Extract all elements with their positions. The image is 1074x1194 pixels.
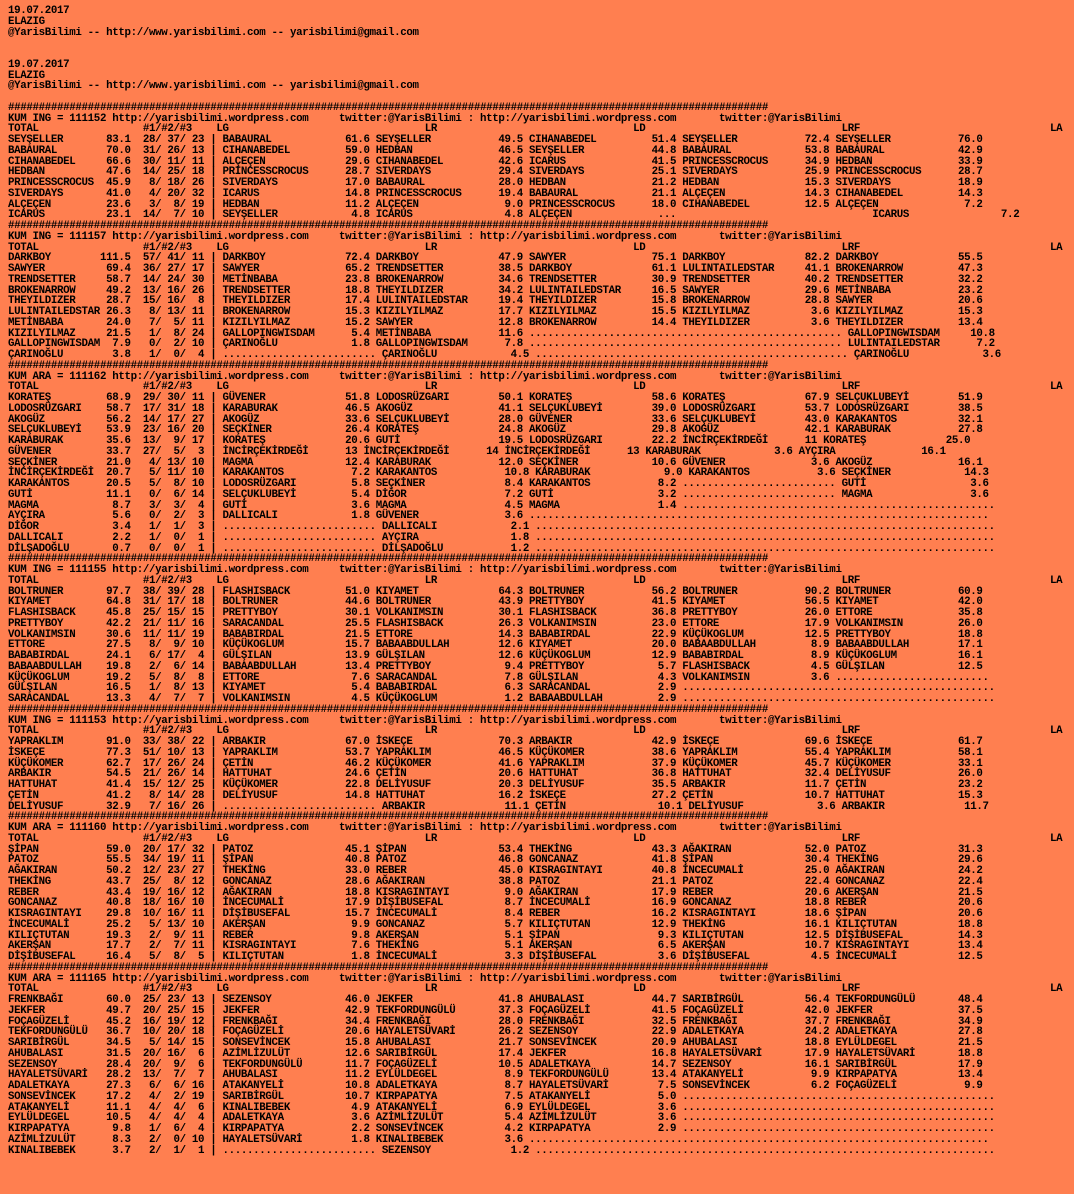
- table-row: LULINTAILEDSTAR 26.3 8/ 13/ 11 | BROKENARROW 15.3 KIZILYILMAZ 17.7 KIZILYILMAZ 15.5 KIZILYILMAZ 3.6 KIZILYILMAZ 15.3: [8, 306, 983, 318]
- table-row: ARBAKIR 54.5 21/ 26/ 14 | HATTUHAT 24.6 ÇETİN 20.6 HATTUHAT 36.8 HATTUHAT 32.4 DELİYUSUF 26.0: [8, 768, 983, 781]
- table-row: ÇETİN 41.2 8/ 14/ 28 | DELİYUSUF 14.8 HATTUHAT 16.2 İSKEÇE 27.2 ÇETİN 10.7 HATTUHAT 15.3: [8, 789, 983, 802]
- separator-line: ############################################################################################################################: [8, 703, 769, 716]
- table-row: GONCANAZ 40.8 18/ 16/ 10 | İNCECUMALİ 17.9 DİŞİBUSEFAL 8.7 İNCECUMALİ 16.9 GONCANAZ 18.8 REBER 20.6: [8, 897, 983, 910]
- header-line: @YarisBilimi -- http://www.yarisbilimi.com -- yarisbilimi@gmail.com: [8, 80, 419, 93]
- table-row: SARIBİRGÜL 34.5 5/ 14/ 15 | SONSEVİNCEK 15.8 AHUBALASI 21.7 SONSEVİNCEK 20.9 AHUBALASI 18.8 EYLÜLDEGEL 21.5: [8, 1037, 983, 1049]
- table-column-headers: TOTAL #1/#2/#3 LG LR LD LRF LA: [8, 983, 1063, 996]
- header-line: ELAZIG: [8, 15, 45, 28]
- table-row: ADALETKAYA 27.3 6/ 6/ 16 | ATAKANYELİ 10.8 ADALETKAYA 8.7 HAYALETSÜVARİ 7.5 SONSEVİNCEK 6.2 FOÇAGÜZELİ 9.9: [8, 1080, 983, 1092]
- table-row: İSKEÇE 77.3 51/ 10/ 13 | YAPRAKLIM 53.7 YAPRAKLIM 46.5 KÜÇÜKOMER 38.6 YAPRAKLIM 55.4 YAPRAKLIM 58.1: [8, 746, 983, 759]
- table-row: YAPRAKLIM 91.0 33/ 38/ 22 | ARBAKIR 67.0 İSKEÇE 70.3 ARBAKIR 42.9 İSKEÇE 69.6 İSKEÇE 61.7: [8, 736, 983, 748]
- table-row: DİŞİBUSEFAL 16.4 5/ 8/ 5 | KILIÇTUTAN 1.8 İNCECUMALİ 3.3 DİŞİBUSEFAL 3.6 DİŞİBUSEFAL 4.5 İNCECUMALİ 12.5: [8, 951, 983, 963]
- table-title: KUM ARA = 111160 http://yarisbilimi.wordpress.com twitter:@YarisBilimi : http://yarisbilimi.wordpress.com twitter:@YarisBilimi: [8, 822, 842, 834]
- separator-line: ############################################################################################################################: [8, 359, 769, 372]
- table-row: AĞAKIRAN 50.2 12/ 23/ 27 | THEKİNG 33.0 REBER 45.0 KISRAGINTAYI 40.8 İNCECUMALİ 25.0 AĞAKIRAN 24.2: [8, 865, 983, 877]
- table-row: SIVERDAYS 41.0 4/ 20/ 32 | ICARUS 14.8 PRINCESSCROCUS 19.4 BABAURAL 21.1 ALÇEÇEN 14.3 CIHANABEDEL 14.3: [8, 187, 983, 200]
- table-row: DARKBOY 111.5 57/ 41/ 11 | DARKBOY 72.4 DARKBOY 47.9 SAWYER 75.1 DARKBOY 82.2 DARKBOY 55.5: [8, 252, 983, 265]
- table-row: HAYALETSÜVARİ 28.2 13/ 7/ 7 | AHUBALASI 11.2 EYLÜLDEGEL 8.9 TEKFORDUNGÜLÜ 13.4 ATAKANYELİ 9.9 KIRPAPATYA 13.4: [8, 1069, 983, 1082]
- table-row: SAWYER 69.4 36/ 27/ 17 | SAWYER 65.2 TRENDSETTER 38.5 DARKBOY 61.1 LULINTAILEDSTAR 41.1 BROKENARROW 47.3: [8, 263, 983, 275]
- table-title: KUM ING = 111157 http://yarisbilimi.wordpress.com twitter:@YarisBilimi : http://yarisbilimi.wordpress.com twitter:@YarisBilimi: [8, 230, 842, 243]
- table-row: AHUBALASI 31.5 20/ 16/ 6 | AZİMLİZULÜT 12.6 SARIBİRGÜL 17.4 JEKFER 16.8 HAYALETSÜVARİ 17.9 HAYALETSÜVARİ 18.8: [8, 1047, 983, 1060]
- table-row: KISRAGINTAYI 29.8 10/ 16/ 11 | DİŞİBUSEFAL 15.7 İNCECUMALİ 8.4 REBER 16.2 KISRAGINTAYI 18.6 ŞİPAN 20.6: [8, 908, 983, 920]
- separator-line: ############################################################################################################################: [8, 101, 769, 114]
- table-column-headers: TOTAL #1/#2/#3 LG LR LD LRF LA: [8, 574, 1063, 587]
- table-row: ETTORE 27.5 8/ 9/ 10 | KÜÇÜKOGLUM 15.7 BABAABDULLAH 12.6 KIYAMET 20.0 BABAABDULLAH 8.9 BABAABDULLAH 17.1: [8, 639, 983, 652]
- table-row: AKERŞAN 17.7 2/ 7/ 11 | KISRAGINTAYI 7.6 THEKİNG 5.1 AKERŞAN 6.5 AKERŞAN 10.7 KISRAGINTAYI 13.4: [8, 940, 983, 953]
- table-row: KARAKANTOS 20.5 5/ 8/ 10 | LODOSRÜZGARI 5.8 SEÇKİNER 8.4 KARAKANTOS 8.2 ......................... GUTİ 3.6: [8, 478, 989, 490]
- table-column-headers: TOTAL #1/#2/#3 LG LR LD LRF LA: [8, 123, 1063, 136]
- table-row: LODOSRÜZGARI 58.7 17/ 31/ 18 | KARABURAK 46.5 AKOGÜZ 41.1 SELÇUKLUBEYİ 39.0 LODOSRÜZGARI 53.7 LODOSRÜZGARI 38.5: [8, 402, 983, 415]
- table-row: BOLTRUNER 97.7 38/ 39/ 28 | FLASHISBACK 51.0 KIYAMET 64.3 BOLTRUNER 56.2 BOLTRUNER 90.2 BOLTRUNER 60.9: [8, 585, 983, 598]
- table-row: THEKİNG 43.7 25/ 8/ 12 | GONCANAZ 28.6 AĞAKIRAN 38.8 PATOZ 21.1 PATOZ 22.4 GONCANAZ 22.4: [8, 875, 983, 888]
- table-row: VOLKANIMSIN 30.6 11/ 11/ 19 | BABABIRDAL 21.5 ETTORE 14.3 BABABIRDAL 22.9 KÜÇÜKOGLUM 12.5 PRETTYBOY 18.8: [8, 628, 983, 641]
- table-row: GÜVENER 33.7 27/ 5/ 3 | İNCİRÇEKİRDEĞİ 13 İNCİRÇEKİRDEĞİ 14 İNCİRÇEKİRDEĞİ 13 KARABURAK 3.6 AYÇIRA 16.1: [8, 445, 946, 458]
- table-row: PRINCESSCROCUS 45.9 8/ 18/ 26 | SIVERDAYS 17.0 BABAURAL 28.0 HEDBAN 21.2 HEDBAN 15.3 SIVERDAYS 18.9: [8, 177, 983, 189]
- table-row: PATOZ 55.5 34/ 19/ 11 | ŞİPAN 40.8 PATOZ 46.8 GONCANAZ 41.8 ŞİPAN 30.4 THEKİNG 29.6: [8, 854, 983, 867]
- table-row: HEDBAN 47.6 14/ 25/ 18 | PRINCESSCROCUS 28.7 SIVERDAYS 29.4 SIVERDAYS 25.1 SIVERDAYS 25.9 PRINCESSCROCUS 28.7: [8, 166, 983, 179]
- table-row: SARACANDAL 13.3 4/ 7/ 7 | VOLKANIMSIN 4.5 KÜÇÜKOGLUM 1.2 BABAABDULLAH 2.9 ...................................................: [8, 693, 995, 705]
- table-row: FOÇAGÜZELİ 45.2 16/ 19/ 12 | FRENKBAĞI 34.4 FRENKBAĞI 28.0 FRENKBAĞI 32.5 FRENKBAĞI 37.7 FRENKBAĞI 34.9: [8, 1015, 983, 1028]
- table-row: MAGMA 8.7 3/ 3/ 4 | GUTİ 3.6 MAGMA 4.5 MAGMA 1.4 ...................................................: [8, 499, 995, 512]
- header-line: 19.07.2017: [8, 5, 70, 17]
- header-line: ELAZIG: [8, 69, 45, 82]
- table-row: SONSEVİNCEK 17.2 4/ 2/ 19 | SARIBİRGÜL 10.7 KIRPAPATYA 7.5 ATAKANYELİ 5.0 ...................................................: [8, 1090, 995, 1103]
- table-row: FRENKBAĞI 60.0 25/ 23/ 13 | SEZENSOY 46.0 JEKFER 41.8 AHUBALASI 44.7 SARIBİRGÜL 56.4 TEKFORDUNGÜLÜ 48.4: [8, 994, 983, 1006]
- table-row: KIYAMET 64.8 31/ 17/ 18 | BOLTRUNER 44.6 BOLTRUNER 43.9 PRETTYBOY 41.5 KIYAMET 56.5 KIYAMET 42.0: [8, 596, 983, 609]
- table-row: HATTUHAT 41.4 15/ 12/ 25 | KÜÇÜKOMER 22.8 DELİYUSUF 20.3 DELİYUSUF 35.5 ARBAKIR 11.7 ÇETİN 23.2: [8, 779, 983, 791]
- table-row: KÜÇÜKOGLUM 19.2 5/ 8/ 8 | ETTORE 7.6 SARACANDAL 7.8 GÜLŞILAN 4.3 VOLKANIMSIN 3.6 .........................: [8, 671, 989, 684]
- table-row: PRETTYBOY 42.2 21/ 11/ 16 | SARACANDAL 25.5 FLASHISBACK 26.3 VOLKANIMSIN 23.0 ETTORE 17.9 VOLKANIMSIN 26.0: [8, 617, 983, 630]
- header-line: [8, 49, 1074, 60]
- table-row: KILIÇTUTAN 19.3 2/ 9/ 11 | REBER 9.8 AKERŞAN 5.1 ŞİPAN 9.3 KILIÇTUTAN 12.5 DİŞİBUSEFAL 14.3: [8, 929, 983, 942]
- table-row: GALLOPINGWISDAM 7.9 0/ 2/ 10 | ÇARINOĞLU 1.8 GALLOPINGWISDAM 7.8 ................................................... LULINTAILEDSTAR 7.2: [8, 338, 995, 351]
- table-row: JEKFER 49.7 20/ 25/ 15 | JEKFER 42.9 TEKFORDUNGÜLÜ 37.3 FOÇAGÜZELİ 41.5 FOÇAGÜZELİ 42.0 JEKFER 37.5: [8, 1004, 983, 1017]
- table-title: KUM ING = 111153 http://yarisbilimi.wordpress.com twitter:@YarisBilimi : http://yarisbilimi.wordpress.com twitter:@YarisBilimi: [8, 714, 842, 727]
- table-row: BABAABDULLAH 19.8 2/ 6/ 14 | BABAABDULLAH 13.4 PRETTYBOY 9.4 PRETTYBOY 5.7 FLASHISBACK 4.5 GÜLŞILAN 12.5: [8, 660, 983, 673]
- table-row: SELÇUKLUBEYİ 53.9 23/ 16/ 20 | SEÇKİNER 26.4 KORATEŞ 24.8 AKOGÜZ 29.8 AKOGÜZ 42.1 KARABURAK 27.8: [8, 424, 983, 437]
- table-row: KIZILYILMAZ 21.5 1/ 8/ 24 | GALLOPINGWISDAM 5.4 METİNBABA 11.6 ................................................... GALLOPINGWISDAM 10.8: [8, 327, 995, 340]
- table-row: İNCİRÇEKİRDEĞİ 20.7 5/ 11/ 10 | KARAKANTOS 7.2 KARAKANTOS 10.8 KARABURAK 9.0 KARAKANTOS 3.6 SEÇKİNER 14.3: [8, 467, 989, 480]
- table-row: SEÇKİNER 21.0 4/ 13/ 10 | MAGMA 12.4 KARABURAK 12.0 SEÇKİNER 10.6 GÜVENER 3.6 AKOGÜZ 16.1: [8, 456, 983, 469]
- header-line: [8, 38, 1074, 49]
- table-row: ALÇEÇEN 23.6 3/ 8/ 19 | HEDBAN 11.2 ALÇEÇEN 9.0 PRINCESSCROCUS 18.0 CIHANABEDEL 12.5 ALÇEÇEN 7.2: [8, 198, 983, 211]
- table-row: AZİMLİZULÜT 8.3 2/ 0/ 10 | HAYALETSÜVARİ 1.8 KINALIBEBEK 3.6 ...........................................................................: [8, 1133, 989, 1146]
- table-row: TEKFORDUNGÜLÜ 36.7 10/ 20/ 18 | FOÇAGÜZELİ 20.6 HAYALETSÜVARİ 26.2 SEZENSOY 22.9 ADALETKAYA 24.2 ADALETKAYA 27.8: [8, 1026, 983, 1039]
- table-row: METİNBABA 24.0 7/ 5/ 11 | KIZILYILMAZ 15.2 SAWYER 12.8 BROKENARROW 14.4 THEYILDIZER 3.6 THEYILDIZER 13.4: [8, 316, 983, 329]
- table-row: KÜÇÜKOMER 62.7 17/ 26/ 24 | ÇETİN 46.2 KÜÇÜKOMER 41.6 YAPRAKLIM 37.9 KÜÇÜKOMER 45.7 KÜÇÜKOMER 33.1: [8, 757, 983, 770]
- table-row: AYÇIRA 5.6 0/ 2/ 3 | DALLICALI 1.8 GÜVENER 3.6 ...........................................................................: [8, 510, 989, 523]
- table-row: KINALIBEBEK 3.7 2/ 1/ 1 | ......................... SEZENSOY 1.2 ...........................................................................: [8, 1144, 995, 1157]
- table-row: SEYŞELLER 83.1 28/ 37/ 23 | BABAURAL 61.6 SEYŞELLER 49.5 CIHANABEDEL 51.4 SEYŞELLER 72.4 SEYŞELLER 76.0: [8, 134, 983, 146]
- table-row: KORATEŞ 68.9 29/ 30/ 11 | GÜVENER 51.8 LODOSRÜZGARI 50.1 KORATEŞ 58.6 KORATEŞ 67.9 SELÇUKLUBEYİ 51.9: [8, 392, 983, 404]
- table-row: EYLÜLDEGEL 10.5 4/ 4/ 4 | ADALETKAYA 3.6 AZİMLİZULÜT 5.4 AZİMLİZULÜT 3.6 ...................................................: [8, 1112, 995, 1125]
- table-row: TRENDSETTER 58.7 14/ 24/ 30 | METİNBABA 23.8 BROKENARROW 34.6 TRENDSETTER 30.9 TRENDSETTER 40.2 TRENDSETTER 32.2: [8, 273, 983, 286]
- table-column-headers: TOTAL #1/#2/#3 LG LR LD LRF LA: [8, 241, 1063, 254]
- table-row: THEYILDIZER 28.7 15/ 16/ 8 | THEYILDIZER 17.4 LULINTAILEDSTAR 19.4 THEYILDIZER 15.8 BROKENARROW 28.8 SAWYER 20.6: [8, 295, 983, 308]
- table-row: BABAURAL 70.0 31/ 26/ 13 | CIHANABEDEL 59.0 HEDBAN 46.5 SEYŞELLER 44.8 BABAURAL 53.8 BABAURAL 42.9: [8, 144, 983, 157]
- table-row: ŞİPAN 59.0 20/ 17/ 32 | PATOZ 45.1 ŞİPAN 53.4 THEKİNG 43.3 AĞAKIRAN 52.0 PATOZ 31.3: [8, 843, 983, 856]
- table-row: KIRPAPATYA 9.8 1/ 6/ 4 | KIRPAPATYA 2.2 SONSEVİNCEK 4.2 KIRPAPATYA 2.9 ...................................................: [8, 1123, 995, 1135]
- table-row: ICARUS 23.1 14/ 7/ 10 | SEYŞELLER 4.8 ICARUS 4.8 ALÇEÇEN ... ICARUS 7.2: [8, 209, 1020, 222]
- table-row: SEZENSOY 28.4 20/ 9/ 6 | TEKFORDUNGÜLÜ 11.7 FOÇAGÜZELİ 10.5 ADALETKAYA 14.7 SEZENSOY 16.1 SARIBİRGÜL 17.9: [8, 1058, 983, 1071]
- table-row: FLASHISBACK 45.8 25/ 15/ 15 | PRETTYBOY 30.1 VOLKANIMSIN 30.1 FLASHISBACK 36.8 PRETTYBOY 26.0 ETTORE 35.8: [8, 607, 983, 619]
- table-row: ATAKANYELİ 11.1 4/ 4/ 6 | KINALIBEBEK 4.9 ATAKANYELİ 6.9 EYLÜLDEGEL 3.6 ...................................................: [8, 1101, 995, 1114]
- table-title: KUM ARA = 111162 http://yarisbilimi.wordpress.com twitter:@YarisBilimi : http://yarisbilimi.wordpress.com twitter:@YarisBilimi: [8, 370, 842, 383]
- table-row: DİĞOR 3.4 1/ 1/ 3 | ......................... DALLICALI 2.1 ...........................................................................: [8, 521, 995, 533]
- table-row: DELİYUSUF 32.9 7/ 16/ 26 | ......................... ARBAKIR 11.1 ÇETİN 10.1 DELİYUSUF 3.6 ARBAKIR 11.7: [8, 800, 989, 813]
- table-title: KUM ING = 111155 http://yarisbilimi.wordpress.com twitter:@YarisBilimi : http://yarisbilimi.wordpress.com twitter:@YarisBilimi: [8, 564, 842, 576]
- table-column-headers: TOTAL #1/#2/#3 LG LR LD LRF LA: [8, 832, 1063, 845]
- table-row: ÇARINOĞLU 3.8 1/ 0/ 4 | ......................... ÇARINOĞLU 4.5 ................................................... ÇARINOĞLU 3.6: [8, 349, 1001, 361]
- table-row: DALLICALI 2.2 1/ 0/ 1 | ......................... AYÇIRA 1.8 ...........................................................................: [8, 531, 995, 544]
- table-row: BROKENARROW 49.2 13/ 16/ 26 | TRENDSETTER 18.8 THEYILDIZER 34.2 LULINTAILEDSTAR 16.5 SAWYER 29.6 METİNBABA 23.2: [8, 284, 983, 297]
- separator-line: ############################################################################################################################: [8, 220, 769, 232]
- table-row: GÜLŞILAN 16.5 1/ 8/ 13 | KIYAMET 5.4 BABABIRDAL 6.3 SARACANDAL 2.9 ...................................................: [8, 682, 995, 695]
- table-row: İNCECUMALİ 25.2 5/ 13/ 10 | AKERŞAN 9.9 GONCANAZ 5.7 KILIÇTUTAN 12.9 THEKİNG 16.1 KILIÇTUTAN 18.8: [8, 918, 983, 931]
- table-row: CIHANABEDEL 66.6 30/ 11/ 11 | ALÇEÇEN 29.6 CIHANABEDEL 42.6 ICARUS 41.5 PRINCESSCROCUS 34.9 HEDBAN 33.9: [8, 155, 983, 168]
- table-column-headers: TOTAL #1/#2/#3 LG LR LD LRF LA: [8, 381, 1063, 394]
- separator-line: ############################################################################################################################: [8, 553, 769, 566]
- table-row: GUTİ 11.1 0/ 6/ 14 | SELÇUKLUBEYİ 5.4 DİĞOR 7.2 GUTİ 3.2 ......................... MAGMA 3.6: [8, 488, 989, 501]
- table-row: AKOGÜZ 56.2 14/ 17/ 27 | AKOGÜZ 33.6 SELÇUKLUBEYİ 28.0 GÜVENER 33.6 SELÇUKLUBEYİ 43.0 KARAKANTOS 32.1: [8, 413, 983, 426]
- table-row: KARABURAK 35.6 13/ 9/ 17 | KORATEŞ 20.6 GUTİ 19.5 LODOSRÜZGARI 22.2 İNCİRÇEKİRDEĞİ 11 KORATEŞ 25.0: [8, 435, 971, 447]
- table-row: REBER 43.4 19/ 16/ 12 | AĞAKIRAN 18.8 KISRAGINTAYI 9.0 AĞAKIRAN 17.9 REBER 20.6 AKERŞAN 21.5: [8, 886, 983, 899]
- header-line: 19.07.2017: [8, 58, 70, 71]
- table-title: KUM ING = 111152 http://yarisbilimi.wordpress.com twitter:@YarisBilimi : http://yarisbilimi.wordpress.com twitter:@YarisBilimi: [8, 112, 842, 125]
- table-title: KUM ARA = 111165 http://yarisbilimi.wordpress.com twitter:@YarisBilimi : http://yarisbilimi.wordpress.com twitter:@YarisBilimi: [8, 972, 842, 985]
- table-column-headers: TOTAL #1/#2/#3 LG LR LD LRF LA: [8, 725, 1063, 738]
- header-line: @YarisBilimi -- http://www.yarisbilimi.com -- yarisbilimi@gmail.com: [8, 26, 419, 39]
- separator-line: ############################################################################################################################: [8, 961, 769, 974]
- table-row: DİLŞADOĞLU 0.7 0/ 0/ 1 | ......................... DİLŞADOĞLU 1.2 ...........................................................................: [8, 542, 995, 555]
- separator-line: ############################################################################################################################: [8, 811, 769, 824]
- table-row: BABABIRDAL 24.1 6/ 17/ 4 | GÜLŞILAN 13.9 GÜLŞILAN 12.6 KÜÇÜKOGLUM 12.9 BABABIRDAL 8.9 KÜÇÜKOGLUM 16.1: [8, 650, 983, 662]
